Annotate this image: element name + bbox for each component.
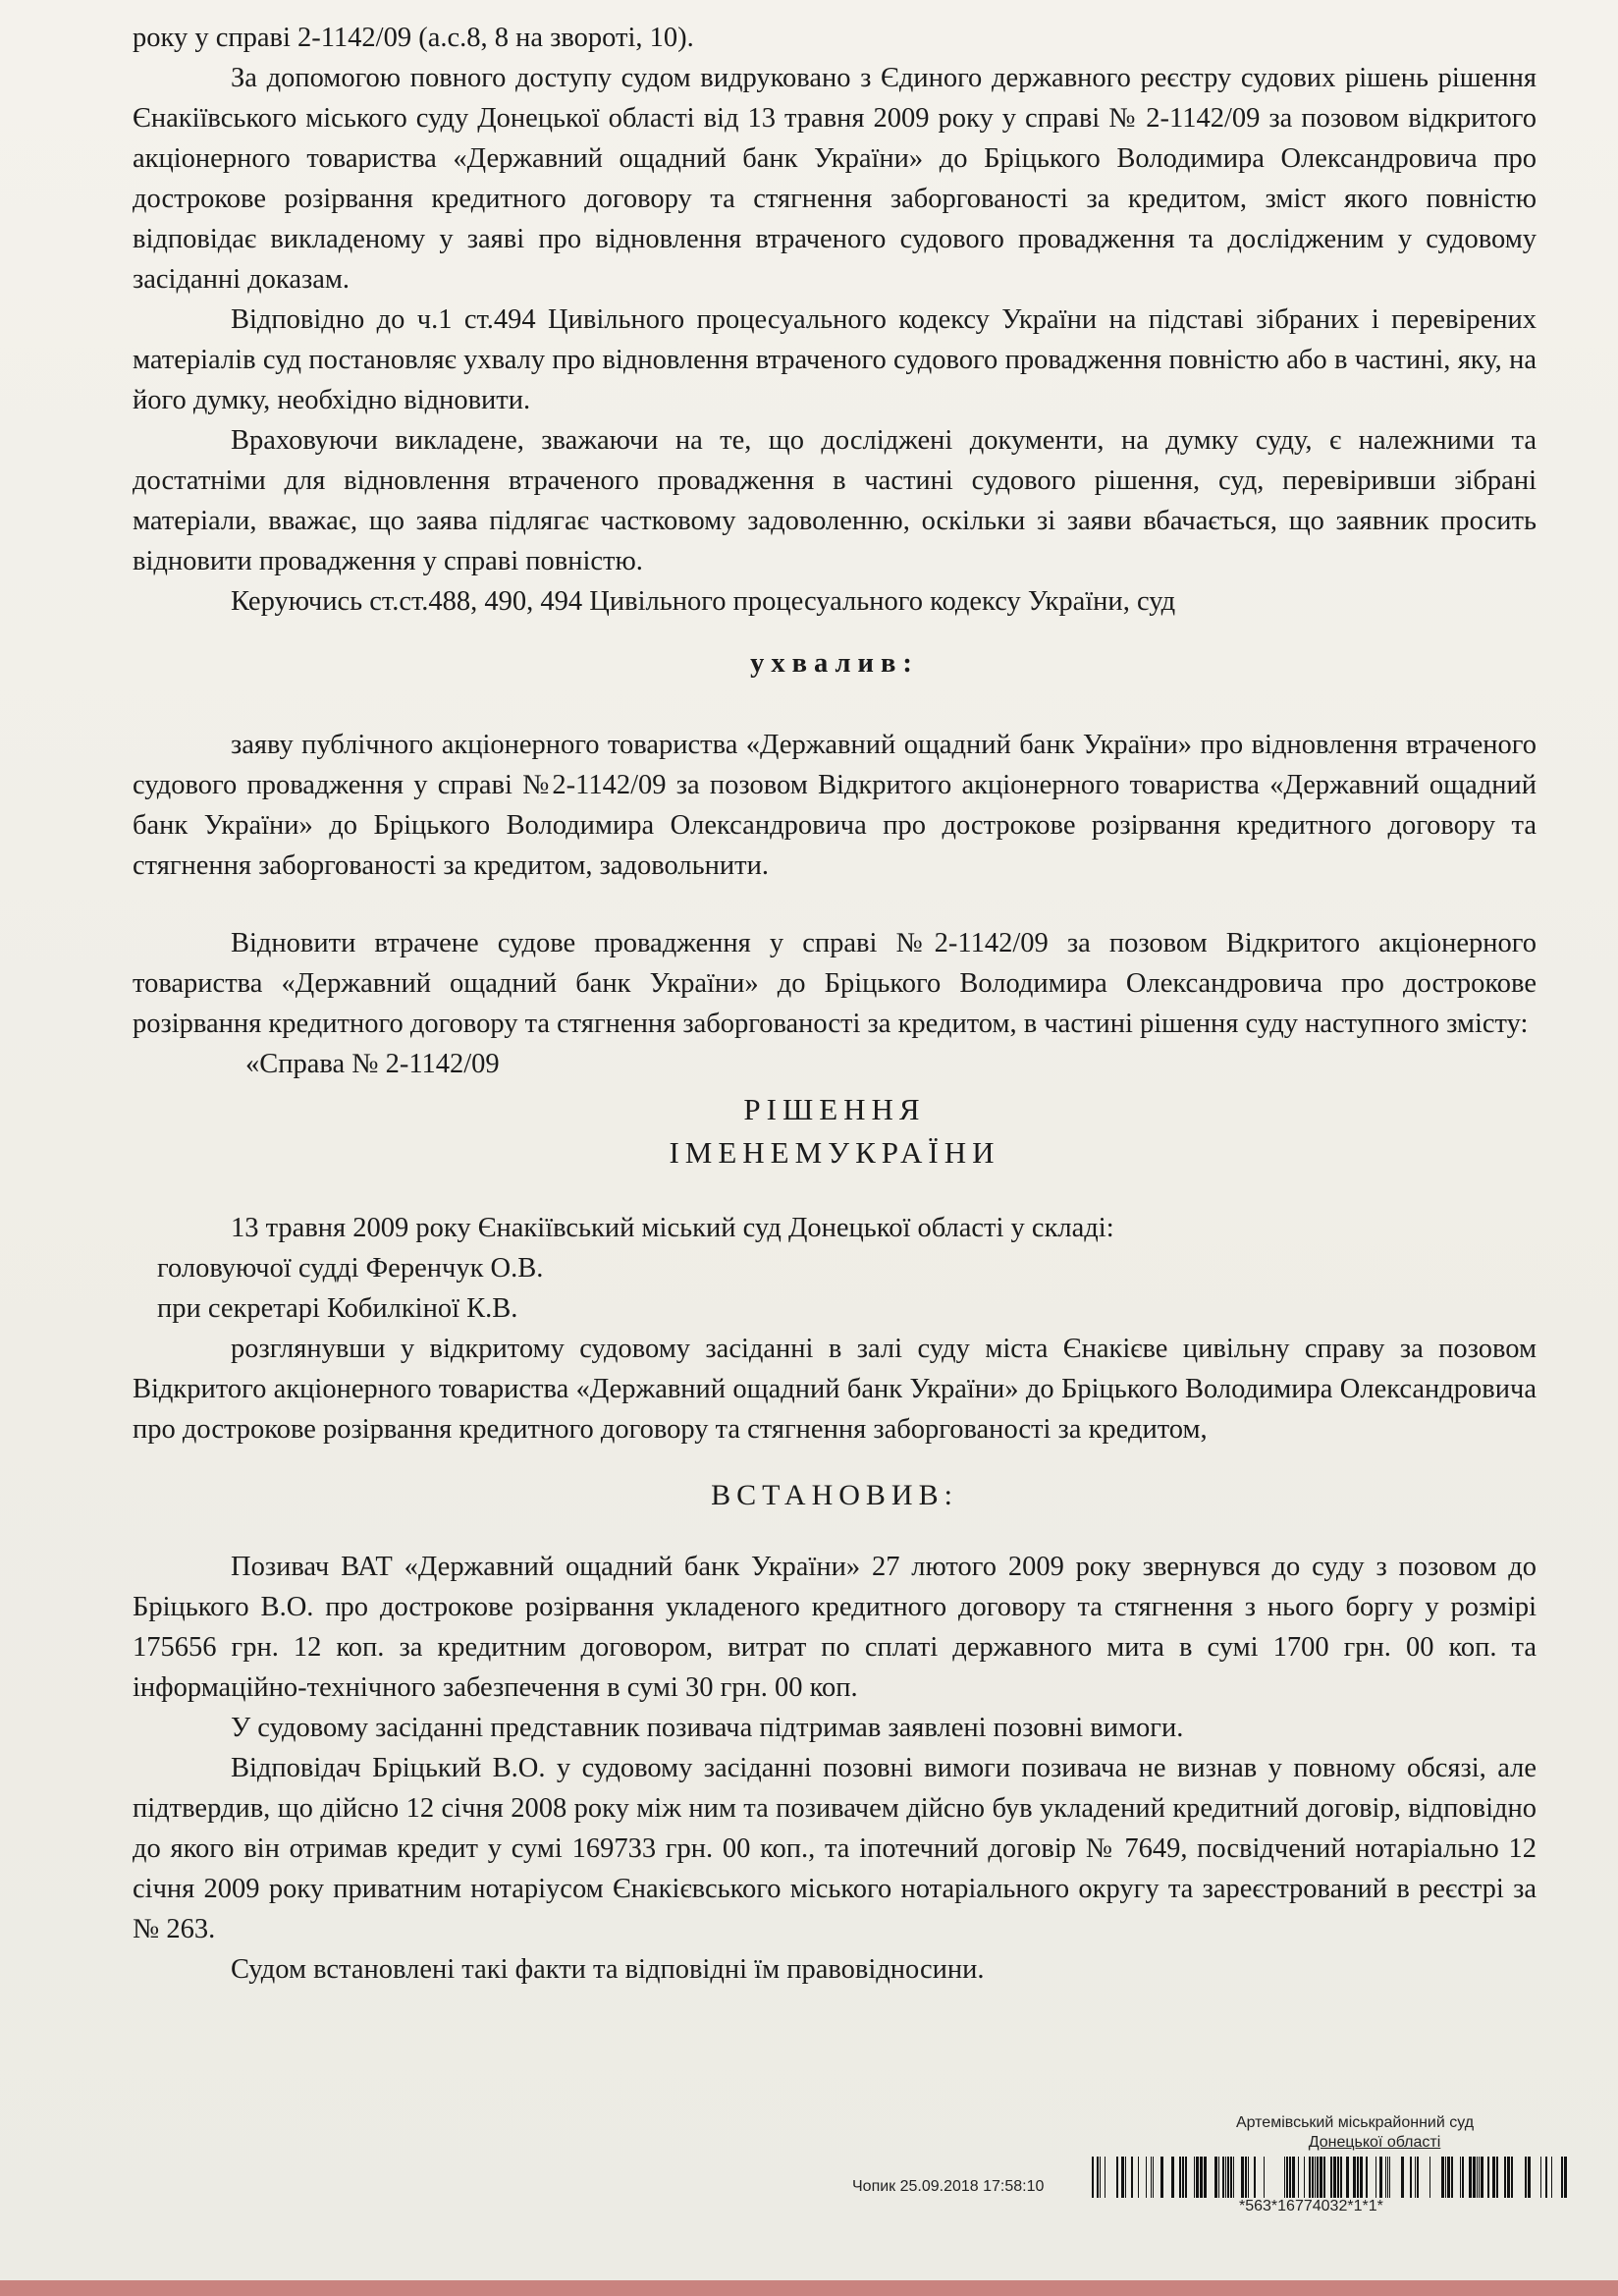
paragraph-considered: розглянувши у відкритому судовому засіданні в залі суду міста Єнакієве цивільну справу за позовом Відкритого акціонерного товариства «Державний ощадний банк України» до Бріцького Володимира Олександровича про дострокове розірвання кредитного договору та стягнення заборгованості за кредитом, bbox=[133, 1334, 1537, 1445]
barcode-image bbox=[1090, 2157, 1571, 2198]
heading-vstanovyv: ВСТАНОВИВ: bbox=[711, 1479, 958, 1511]
decision-title: РІШЕННЯ bbox=[743, 1092, 926, 1126]
paragraph-plaintiff: Позивач ВАТ «Державний ощадний банк України» 27 лютого 2009 року звернувся до суду з позовом до Бріцького В.О. про дострокове розірвання укладеного кредитного договору та стягнення з нього боргу у розмірі 175656 грн. 12 коп. за кредитним договором, витрат по сплаті державного мита в сумі 1700 грн. 00 коп. та інформаційно-технічного забезпечення в сумі 30 грн. 00 коп. bbox=[133, 1552, 1537, 1703]
paragraph-facts: Судом встановлені такі факти та відповідні їм правовідносини. bbox=[231, 1954, 985, 1985]
case-number-line: «Справа № 2-1142/09 bbox=[245, 1049, 500, 1079]
paragraph-defendant: Відповідач Бріцький В.О. у судовому засіданні позовні вимоги позивача не визнав у повному обсязі, але підтвердив, що дійсно 12 січня 2008 року між ним та позивачем дійсно був укладений кредитний договір, відповідно до якого він отримав кредит у сумі 169733 грн. 00 коп., та іпотечний договір № 7649, посвідчений нотаріально 12 січня 2009 року приватним нотаріусом Єнакієвського міського нотаріального округу та зареєстрований в реєстрі за № 263. bbox=[133, 1753, 1537, 1944]
heading-ukhvalyv: ухвалив: bbox=[750, 648, 919, 679]
paragraph-date-court: 13 травня 2009 року Єнакіївський міський суд Донецької області у складі: bbox=[231, 1213, 1114, 1243]
paragraph-application: заяву публічного акціонерного товариства «Державний ощадний банк України» про відновлення втраченого судового провадження у справі №2-1142/09 за позовом Відкритого акціонерного товариства «Державний ощадний банк України» до Бріцького Володимира Олександровича про дострокове розірвання кредитного договору та стягнення заборгованості за кредитом, задовольнити. bbox=[133, 730, 1537, 881]
paragraph-representative: У судовому засіданні представник позивача підтримав заявлені позовні вимоги. bbox=[231, 1713, 1184, 1743]
court-region: Донецької області bbox=[1308, 2134, 1441, 2151]
paragraph-registry: За допомогою повного доступу судом видруковано з Єдиного державного реєстру судових рішень рішення Єнакіївського міського суду Донецької області від 13 травня 2009 року у справі № 2-1142/09 за позовом відкритого акціонерного товариства «Державний ощадний банк України» до Бріцького Володимира Олександровича про дострокове розірвання кредитного договору та стягнення заборгованості за кредитом, зміст якого повністю відповідає викладеному у заяві про відновлення втраченого судового провадження та дослідженим у судовому засіданні доказам. bbox=[133, 63, 1537, 295]
decision-subtitle: ІМЕНЕМУКРАЇНИ bbox=[669, 1135, 1000, 1170]
paragraph-guided-by: Керуючись ст.ст.488, 490, 494 Цивільного процесуального кодексу України, суд bbox=[231, 586, 1176, 617]
paragraph-legal-basis: Відповідно до ч.1 ст.494 Цивільного процесуального кодексу України на підставі зібраних і перевірених матеріалів суд постановляє ухвалу про відновлення втраченого судового провадження повністю або в частині, яку, на його думку, необхідно відновити. bbox=[133, 304, 1537, 415]
scan-edge bbox=[0, 2280, 1618, 2296]
print-stamp: Чопик 25.09.2018 17:58:10 bbox=[852, 2178, 1045, 2195]
document-body bbox=[133, 18, 1537, 1990]
paragraph-judge: головуючої судді Ференчук О.В. bbox=[157, 1253, 544, 1284]
paragraph-restore: Відновити втрачене судове провадження у справі №2-1142/09 за позовом Відкритого акціонерного товариства «Державний ощадний банк України» до Бріцького Володимира Олександровича про дострокове розірвання кредитного договору та стягнення заборгованості за кредитом, в частині рішення суду наступного змісту: bbox=[133, 928, 1537, 1039]
paragraph-secretary: при секретарі Кобилкіної К.В. bbox=[157, 1293, 518, 1324]
paragraph-considering: Враховуючи викладене, зважаючи на те, що досліджені документи, на думку суду, є належними та достатніми для відновлення втраченого провадження в частині судового рішення, суд, перевіривши зібрані матеріали, вважає, що заява підлягає частковому задоволенню, оскільки зі заяви вбачається, що заявник просить відновити провадження у справі повністю. bbox=[133, 425, 1537, 576]
barcode-number: *563*16774032*1*1* bbox=[1239, 2198, 1383, 2214]
court-footer bbox=[1159, 2113, 1551, 2153]
court-name: Артемівський міськрайонний суд bbox=[1235, 2114, 1475, 2131]
paragraph-continuation: року у справі 2-1142/09 (а.с.8, 8 на звороті, 10). bbox=[133, 23, 694, 53]
